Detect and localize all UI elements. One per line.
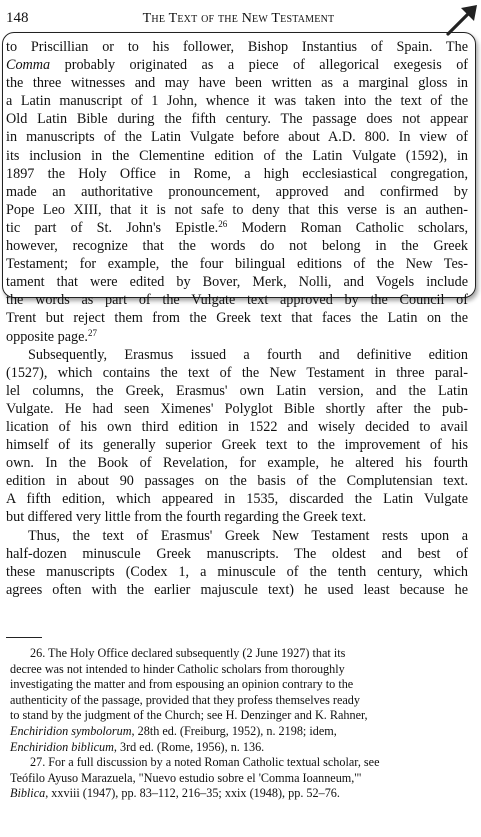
body-line: tic part of St. John's Epistle.$^{26}$ Modern Roman Catholic scholars, [6, 218, 469, 236]
body-line: opposite page.$^{27}$ [6, 327, 97, 345]
body-line: Thus, the text of Erasmus' Greek New Testament rests upon a [28, 527, 468, 544]
body-line: (1527), which contains the text of the New Testament in three paral- [6, 364, 468, 381]
body-line: however, recognize that the words do not belong in the Greek [6, 238, 468, 255]
footnotes [10, 646, 462, 802]
footnote-26 [10, 646, 462, 755]
body-line: A fifth edition, which appeared in 1535, discarded the Latin Vulgate [6, 491, 468, 508]
body-line: tament that were edited by Bover, Merk, Nolli, and Vogels include [6, 274, 468, 291]
body-line: in manuscripts of the Latin Vulgate before about A.D. 800. In view of [6, 129, 468, 146]
footnote-line: decree was not intended to hinder Catholic scholars from thoroughly [10, 661, 345, 676]
body-line: Pope Leo XIII, that it is not safe to deny that this verse is an authen- [6, 201, 468, 218]
body-line: 1897 the Holy Office in Rome, a high ecclesiastical congregation, [6, 165, 468, 182]
footnote-line: 26. The Holy Office declared subsequently (2 June 1927) that its [30, 646, 346, 660]
body-line: edition in about 90 passages on the basis of the Complutensian text. [6, 473, 468, 490]
body-line: own. In the Book of Revelation, for example, he altered his fourth [6, 455, 468, 472]
body-line: lication of his own third edition in 1522 and wisely decided to avail [6, 418, 468, 435]
running-title: The Text of the New Testament [142, 11, 335, 26]
body-line: its inclusion in the Clementine edition of the Latin Vulgate (1592), in [6, 147, 468, 164]
footnote-ref-26[interactable]: 26 [218, 218, 228, 229]
running-head [6, 10, 471, 30]
body-line: lel columns, the Greek, Erasmus' own Latin version, and the Latin [6, 382, 468, 399]
journal-title: Biblica [10, 786, 46, 801]
body-line: Vulgate. He had seen Ximenes' Polyglot Bible shortly after the pub- [6, 400, 468, 417]
page-number: 148 [6, 10, 29, 26]
body-line: himself of its generally superior Greek text to the improvement of his [6, 437, 468, 454]
body-line: Comma probably originated as a piece of allegorical exegesis of [6, 57, 469, 74]
body-line: the words as part of the Vulgate text approved by the Council of [6, 292, 468, 309]
body-line: Subsequently, Erasmus issued a fourth and definitive edition [28, 346, 468, 363]
body-line: a Latin manuscript of 1 John, whence it was taken into the text of the [6, 93, 468, 110]
body-line: but differed very little from the fourth regarding the Greek text. [6, 509, 367, 526]
footnote-line: authenticity of the passage, provided that they profess themselves ready [10, 692, 360, 707]
body-line: agrees often with the earlier majuscule text) he used least because he [6, 581, 468, 598]
comma-term: Comma [6, 57, 51, 74]
footnote-27 [10, 755, 462, 802]
body-line: Old Latin Bible during the fifth century. The passage does not appear [6, 111, 468, 128]
body-line: made an authoritative pronouncement, approved and confirmed by [6, 183, 468, 200]
footnote-line: Enchiridion symbolorum, 28th ed. (Freiburg, 1952), n. 2198; idem, [10, 723, 337, 738]
footnote-line: investigating the matter and from espousing an opinion contrary to the [10, 677, 354, 692]
footnote-line: Biblica, xxviii (1947), pp. 83–112, 216–35; xxix (1948), pp. 52–76. [10, 786, 340, 801]
body-line: the three witnesses and may have been written as a marginal gloss in [6, 75, 468, 92]
body-line: these manuscripts (Codex 1, a minuscule of the tenth century, which [6, 563, 468, 580]
footnote-line: 27. For a full discussion by a noted Roman Catholic textual scholar, see [30, 755, 380, 770]
footnote-line: Teófilo Ayuso Marazuela, "Nuevo estudio sobre el 'Comma Ioanneum,'" [10, 770, 362, 785]
footnote-ref-27[interactable]: 27 [87, 327, 97, 338]
footnote-rule [6, 637, 42, 638]
book-title: Enchiridion symbolorum [10, 723, 132, 738]
book-title: Enchiridion biblicum [10, 739, 114, 754]
body-line: to Priscillian or to his follower, Bishop Instantius of Spain. The [6, 39, 468, 55]
body-text [6, 38, 468, 599]
arrow-annotation-icon [444, 2, 480, 38]
body-line: Testament; for example, the four bilingual editions of the New Tes- [6, 256, 468, 273]
footnote-line: to stand by the judgment of the Church; see H. Denzinger and K. Rahner, [10, 708, 368, 723]
footnote-line: Enchiridion biblicum, 3rd ed. (Rome, 1956), n. 136. [10, 739, 265, 754]
body-line: Trent but reject them from the Greek text that faces the Latin on the [6, 310, 468, 327]
body-line: half-dozen minuscule Greek manuscripts. The oldest and best of [6, 545, 468, 562]
